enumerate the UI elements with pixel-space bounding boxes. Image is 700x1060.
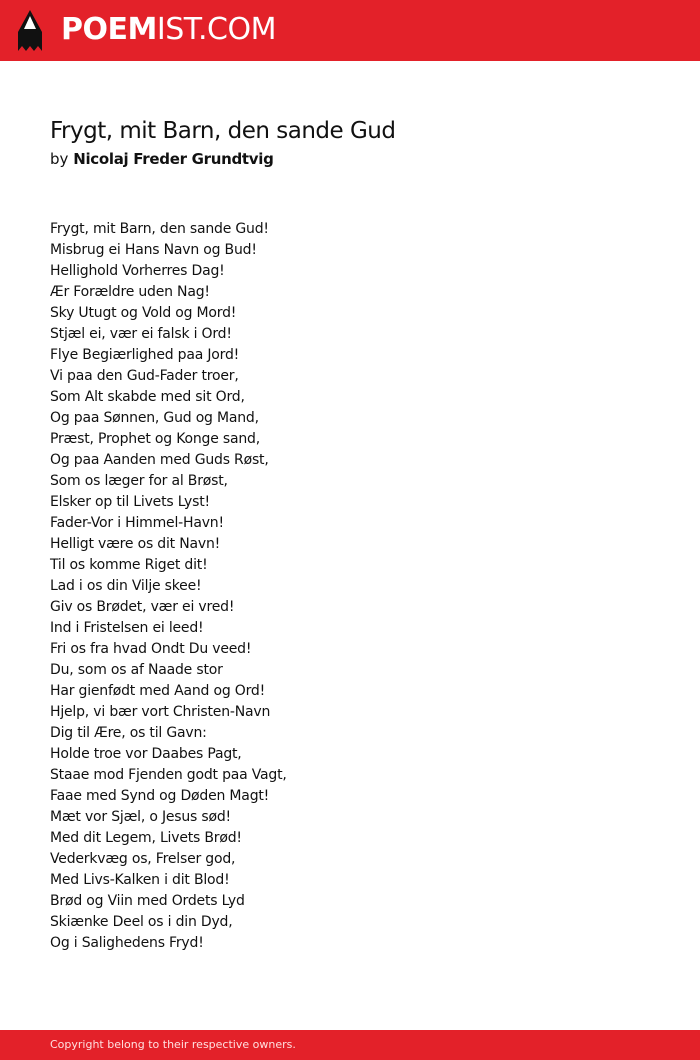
poem-line: Ær Forældre uden Nag! bbox=[50, 284, 210, 300]
poem-line: Vi paa den Gud-Fader troer, bbox=[50, 368, 239, 384]
poem-line: Skiænke Deel os i din Dyd, bbox=[50, 914, 233, 930]
poem-line: Med dit Legem, Livets Brød! bbox=[50, 830, 242, 846]
logo-bold-text: POEM bbox=[61, 12, 157, 47]
poem-line: Du, som os af Naade stor bbox=[50, 662, 223, 678]
poem-line: Til os komme Riget dit! bbox=[50, 557, 208, 573]
poem-line: Frygt, mit Barn, den sande Gud! bbox=[50, 221, 269, 237]
poem-line: Flye Begiærlighed paa Jord! bbox=[50, 347, 240, 363]
copyright-text: Copyright belong to their respective owners. bbox=[50, 1038, 296, 1051]
poem-line: Sky Utugt og Vold og Mord! bbox=[50, 305, 237, 321]
site-footer bbox=[0, 1030, 700, 1060]
poem-line: Ind i Fristelsen ei leed! bbox=[50, 620, 204, 636]
poem-line: Fri os fra hvad Ondt Du veed! bbox=[50, 641, 252, 657]
poem-line: Dig til Ære, os til Gavn: bbox=[50, 725, 207, 741]
author-name: Nicolaj Freder Grundtvig bbox=[73, 150, 274, 168]
poem-line: Helligt være os dit Navn! bbox=[50, 536, 221, 552]
site-logo[interactable] bbox=[61, 9, 276, 51]
poem-line: Hellighold Vorherres Dag! bbox=[50, 263, 225, 279]
poem-line: Elsker op til Livets Lyst! bbox=[50, 494, 210, 510]
byline bbox=[50, 148, 274, 170]
poem-line: Holde troe vor Daabes Pagt, bbox=[50, 746, 242, 762]
site-header bbox=[0, 0, 700, 61]
poem-line: Giv os Brødet, vær ei vred! bbox=[50, 599, 235, 615]
poem-line: Faae med Synd og Døden Magt! bbox=[50, 788, 270, 804]
poem-title: Frygt, mit Barn, den sande Gud bbox=[50, 118, 396, 144]
poem-line: Og paa Aanden med Guds Røst, bbox=[50, 452, 269, 468]
pencil-icon bbox=[18, 10, 42, 51]
poem-line: Som Alt skabde med sit Ord, bbox=[50, 389, 245, 405]
poem-line: Hjelp, vi bær vort Christen-Navn bbox=[50, 704, 271, 720]
poem-line: Med Livs-Kalken i dit Blod! bbox=[50, 872, 230, 888]
poem-line: Staae mod Fjenden godt paa Vagt, bbox=[50, 767, 287, 783]
poem-line: Stjæl ei, vær ei falsk i Ord! bbox=[50, 326, 232, 342]
poem-line: Og paa Sønnen, Gud og Mand, bbox=[50, 410, 259, 426]
poem-line: Fader-Vor i Himmel-Havn! bbox=[50, 515, 224, 531]
poem-line: Misbrug ei Hans Navn og Bud! bbox=[50, 242, 257, 258]
poem-line: Brød og Viin med Ordets Lyd bbox=[50, 893, 245, 909]
poem-line: Lad i os din Vilje skee! bbox=[50, 578, 202, 594]
poem-line: Mæt vor Sjæl, o Jesus sød! bbox=[50, 809, 231, 825]
poem-line: Har gienfødt med Aand og Ord! bbox=[50, 683, 265, 699]
poem-line: Og i Salighedens Fryd! bbox=[50, 935, 204, 951]
logo-light-text: IST.COM bbox=[156, 12, 276, 47]
poem-body bbox=[50, 219, 650, 954]
by-label: by bbox=[50, 150, 69, 168]
poem-line: Vederkvæg os, Frelser god, bbox=[50, 851, 236, 867]
poem-line: Præst, Prophet og Konge sand, bbox=[50, 431, 260, 447]
poem-line: Som os læger for al Brøst, bbox=[50, 473, 228, 489]
